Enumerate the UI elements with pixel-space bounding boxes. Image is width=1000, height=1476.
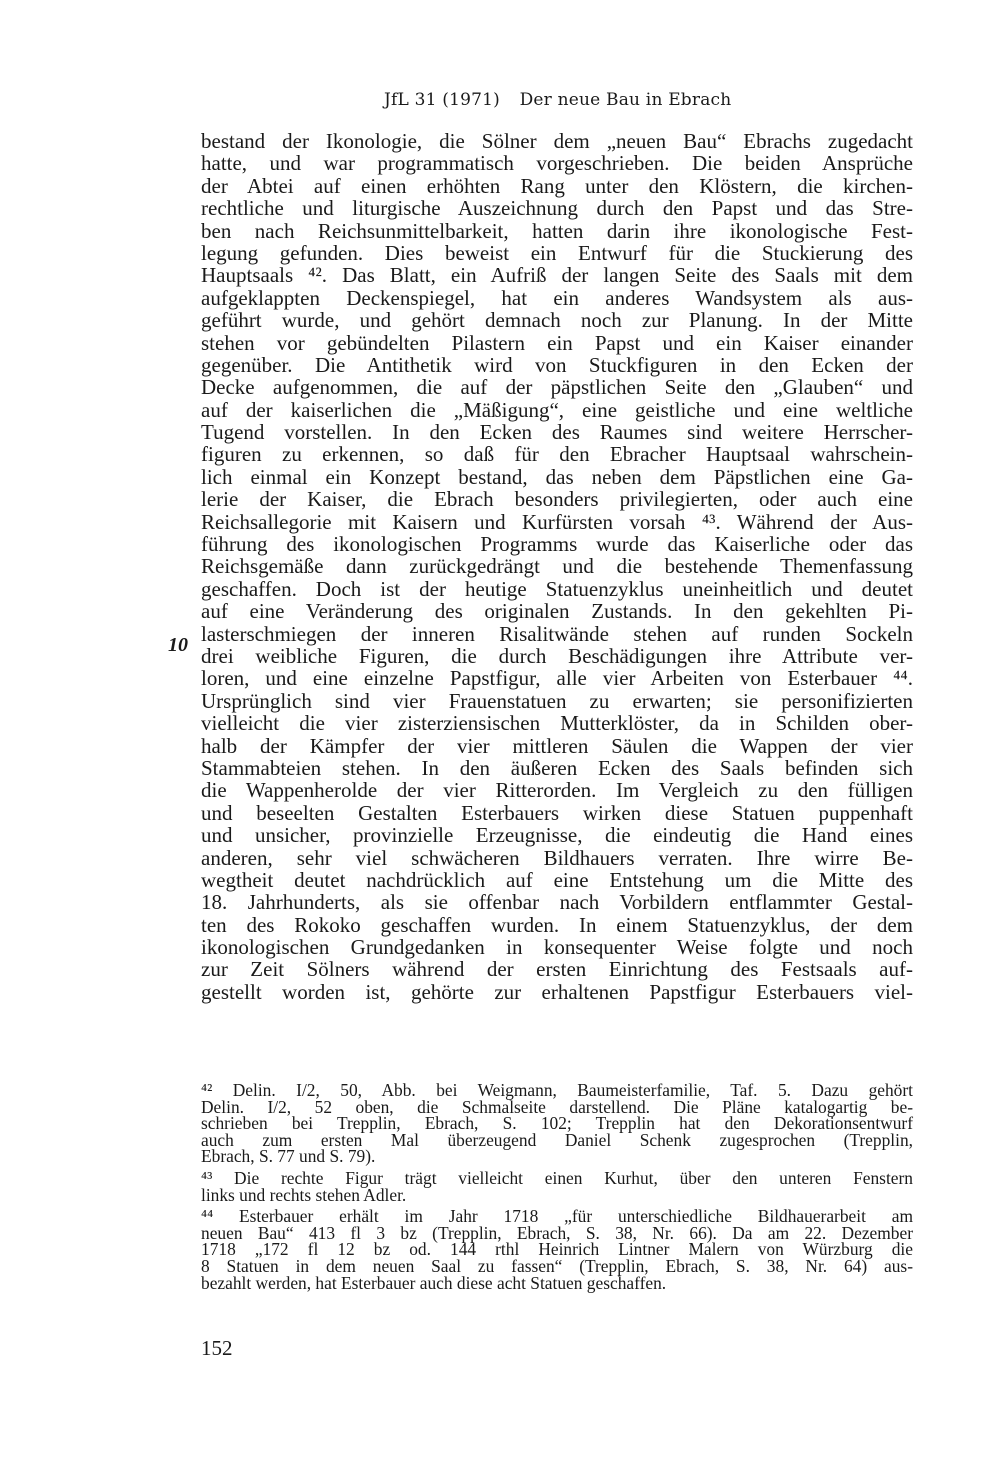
body-line: legung gefunden. Dies beweist ein Entwurf für die Stuckierung des bbox=[201, 240, 913, 265]
body-line: ben nach Reichsunmittelbarkeit, hatten darin ihre ikonologische Fest- bbox=[201, 218, 913, 243]
article-title: Der neue Bau in Ebrach bbox=[519, 90, 732, 110]
footnote bbox=[201, 1082, 913, 1165]
footnote bbox=[201, 1167, 913, 1205]
body-line: und beseelten Gestalten Esterbauers wirken diese Statuen puppenhaft bbox=[201, 800, 913, 825]
body-line: drei weibliche Figuren, die durch Beschädigungen ihre Attribute ver- bbox=[201, 643, 913, 668]
page-number: 152 bbox=[201, 1336, 233, 1360]
body-line: geschaffen. Doch ist der heutige Statuenzyklus uneinheitlich und deutet bbox=[201, 576, 913, 601]
footnote bbox=[201, 1208, 913, 1291]
body-line: aufgeklappten Deckenspiegel, hat ein anderes Wandsystem als aus- bbox=[201, 285, 913, 310]
body-line: halb der Kämpfer der vier mittleren Säulen die Wappen der vier bbox=[201, 733, 913, 758]
body-line: führung des ikonologischen Programms wurde das Kaiserliche oder das bbox=[201, 532, 913, 557]
footnote-line: 1718 „172 fl 12 bz od. 144 rthl Heinrich Lintner Malern von Würzburg die bbox=[201, 1239, 913, 1260]
body-line: wegtheit deutet nachdrücklich auf eine Entstehung um die Mitte des bbox=[201, 867, 913, 892]
body-text bbox=[201, 130, 913, 1003]
body-line: vielleicht die vier zisterziensischen Mutterklöster, da in Schilden ober- bbox=[201, 711, 913, 736]
body-line: lich einmal ein Konzept bestand, das neben dem Päpstlichen eine Ga- bbox=[201, 464, 913, 489]
body-line: lasterschmiegen der inneren Risalitwände stehen auf runden Sockeln bbox=[201, 621, 913, 646]
footnote-line: Ebrach, S. 77 und S. 79). bbox=[201, 1146, 376, 1167]
body-line: und unsicher, provinzielle Erzeugnisse, die eindeutig die Hand eines bbox=[201, 823, 913, 848]
body-line: der Abtei auf einen erhöhten Rang unter den Klöstern, die kirchen- bbox=[201, 173, 913, 198]
footnote-line: bezahlt werden, hat Esterbauer auch diese acht Statuen geschaffen. bbox=[201, 1272, 667, 1293]
footnote-line: Delin. I/2, 52 oben, die Schmalseite darstellend. Die Pläne katalogartig be- bbox=[201, 1096, 913, 1117]
running-header bbox=[384, 90, 731, 110]
body-line: auf eine Veränderung des originalen Zustands. In den gekehlten Pi- bbox=[201, 599, 913, 624]
body-line: bestand der Ikonologie, die Sölner dem „neuen Bau“ Ebrachs zugedacht bbox=[201, 129, 913, 153]
body-line: loren, und eine einzelne Papstfigur, alle vier Arbeiten von Esterbauer ⁴⁴. bbox=[201, 666, 913, 691]
footnotes bbox=[201, 1082, 913, 1291]
body-line: Hauptsaals ⁴². Das Blatt, ein Aufriß der langen Seite des Saals mit dem bbox=[201, 263, 913, 288]
body-line: Reichsallegorie mit Kaisern und Kurfürsten vorsah ⁴³. Während der Aus- bbox=[201, 509, 913, 534]
body-line: gestellt worden ist, gehörte zur erhaltenen Papstfigur Esterbauers viel- bbox=[201, 979, 913, 1004]
footnote-line: schrieben bei Trepplin, Ebrach, S. 102; Trepplin hat den Dekorationsentwurf bbox=[201, 1113, 913, 1134]
body-line: ten des Rokoko geschaffen wurden. In einem Statuenzyklus, der dem bbox=[201, 912, 913, 937]
body-line: hatte, und war programmatisch vorgeschrieben. Die beiden Ansprüche bbox=[201, 151, 913, 176]
footnote-line: auch zum ersten Mal überzeugend Daniel Schenk zugesprochen (Trepplin, bbox=[201, 1129, 913, 1150]
body-line: zur Zeit Sölners während der ersten Einrichtung des Festsaals auf- bbox=[201, 957, 913, 982]
journal-reference: JfL 31 (1971) bbox=[384, 90, 500, 110]
footnote-line: links und rechts stehen Adler. bbox=[201, 1184, 407, 1205]
body-line: 18. Jahrhunderts, als sie offenbar nach Vorbildern entflammter Gestal- bbox=[201, 890, 913, 915]
body-line: ikonologischen Grundgedanken in konsequenter Weise folgte und noch bbox=[201, 935, 913, 960]
body-line: die Wappenherolde der vier Ritterorden. Im Vergleich zu den fülligen bbox=[201, 778, 913, 803]
body-line: stehen vor gebündelten Pilastern ein Papst und ein Kaiser einander bbox=[201, 330, 913, 355]
margin-number: 10 bbox=[168, 634, 188, 656]
body-line: figuren zu erkennen, so daß für den Ebracher Hauptsaal wahrschein- bbox=[201, 442, 913, 467]
body-line: Ursprünglich sind vier Frauenstatuen zu erwarten; sie personifizierten bbox=[201, 688, 913, 713]
footnote-line: ⁴⁴ Esterbauer erhält im Jahr 1718 „für unterschiedliche Bildhauerarbeit am bbox=[201, 1206, 913, 1227]
footnote-line: ⁴² Delin. I/2, 50, Abb. bei Weigmann, Baumeisterfamilie, Taf. 5. Dazu gehört bbox=[201, 1080, 913, 1100]
body-line: auf der kaiserlichen die „Mäßigung“, eine geistliche und eine weltliche bbox=[201, 397, 913, 422]
footnote-line: 8 Statuen in dem neuen Saal zu fassen“ (Trepplin, Ebrach, S. 38, Nr. 64) aus- bbox=[201, 1255, 913, 1276]
body-line: lerie der Kaiser, die Ebrach besonders privilegierten, oder auch eine bbox=[201, 487, 913, 512]
body-line: Decke aufgenommen, die auf der päpstlichen Seite den „Glauben“ und bbox=[201, 375, 913, 400]
body-line: rechtliche und liturgische Auszeichnung durch den Papst und das Stre- bbox=[201, 196, 913, 221]
body-line: Tugend vorstellen. In den Ecken des Raumes sind weitere Herrscher- bbox=[201, 420, 913, 445]
body-line: geführt wurde, und gehört demnach noch zur Planung. In der Mitte bbox=[201, 308, 913, 333]
footnote-line: neuen Bau“ 413 fl 3 bz (Trepplin, Ebrach, S. 38, Nr. 66). Da am 22. Dezember bbox=[201, 1222, 913, 1243]
body-line: anderen, sehr viel schwächeren Bildhauers verraten. Ihre wirre Be- bbox=[201, 845, 913, 870]
body-line: Reichsgemäße dann zurückgedrängt und die bestehende Themenfassung bbox=[201, 554, 913, 579]
body-line: gegenüber. Die Antithetik wird von Stuckfiguren in den Ecken der bbox=[201, 352, 913, 377]
footnote-line: ⁴³ Die rechte Figur trägt vielleicht einen Kurhut, über den unteren Fenstern bbox=[201, 1167, 913, 1188]
body-line: Stammabteien stehen. In den äußeren Ecken des Saals befinden sich bbox=[201, 755, 913, 780]
